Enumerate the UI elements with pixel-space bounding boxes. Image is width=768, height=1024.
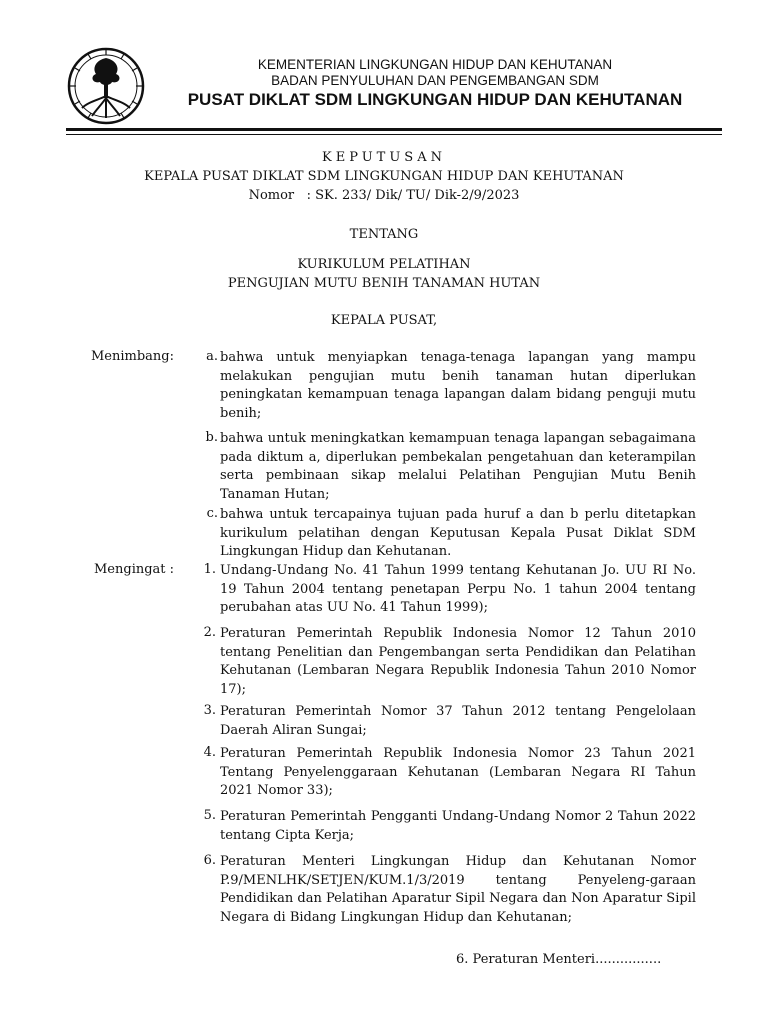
- ministry-name: KEMENTERIAN LINGKUNGAN HIDUP DAN KEHUTANAN: [257, 57, 613, 72]
- mengingat-3-text: Peraturan Pemerintah Nomor 37 Tahun 2012 tentang Pengelolaan Daerah Aliran Sungai;: [220, 704, 696, 738]
- mengingat-label: Mengingat :: [94, 562, 175, 577]
- center-name: PUSAT DIKLAT SDM LINGKUNGAN HIDUP DAN KEHUTANAN: [187, 90, 683, 109]
- agency-name: BADAN PENYULUHAN DAN PENGEMBANGAN SDM: [271, 73, 599, 88]
- mengingat-6-mark: 6.: [203, 853, 216, 868]
- menimbang-c-text: bahwa untuk tercapainya tujuan pada huruf a dan b perlu ditetapkan kurikulum pelatihan dengan Keputusan Kepala Pusat Diklat SDM Lingkungan Hidup dan Kehutanan.: [220, 507, 696, 560]
- header-rule-thick: [66, 128, 722, 131]
- subject-line-2: PENGUJIAN MUTU BENIH TANAMAN HUTAN: [227, 276, 541, 291]
- mengingat-2-text: Peraturan Pemerintah Republik Indonesia Nomor 12 Tahun 2010 tentang Penelitian dan Pengembangan serta Pendidikan dan Pelatihan Kehutanan (Lembaran Negara Republik Indonesia Tahun 2010 Nomor 17);: [220, 626, 696, 697]
- menimbang-c-mark: c.: [206, 506, 218, 521]
- menimbang-a-text: bahwa untuk menyiapkan tenaga-tenaga lapangan yang mampu melakukan pengujian mutu benih tanaman hutan diperlukan peningkatan kemampuan tenaga lapangan dalam bidang penguji mutu benih;: [220, 350, 696, 421]
- mengingat-4-text: Peraturan Pemerintah Republik Indonesia Nomor 23 Tahun 2021 Tentang Penyelenggaraan Kehutanan (Lembaran Negara RI Tahun 2021 Nomor 33);: [220, 746, 696, 799]
- tentang-heading: TENTANG: [349, 227, 419, 242]
- decree-number: [0, 188, 768, 203]
- mengingat-5-text: Peraturan Pemerintah Pengganti Undang-Undang Nomor 2 Tahun 2022 tentang Cipta Kerja;: [220, 809, 696, 843]
- nomor-label: Nomor: [248, 188, 295, 203]
- kepala-pusat: KEPALA PUSAT,: [330, 313, 438, 328]
- issuer-title: KEPALA PUSAT DIKLAT SDM LINGKUNGAN HIDUP DAN KEHUTANAN: [144, 169, 624, 184]
- mengingat-3-mark: 3.: [203, 703, 216, 718]
- continuation-note: 6. Peraturan Menteri................: [456, 952, 662, 967]
- mengingat-1-mark: 1.: [203, 562, 216, 577]
- mengingat-6-text: Peraturan Menteri Lingkungan Hidup dan Kehutanan Nomor P.9/MENLHK/SETJEN/KUM.1/3/2019 tentang Penyeleng-garaan Pendidikan dan Pelatihan Aparatur Sipil Negara dan Non Aparatur Sipil Negara di Bidang Lingkungan Hidup dan Kehutanan;: [220, 854, 696, 925]
- nomor-value: : SK. 233/ Dik/ TU/ Dik-2/9/2023: [306, 188, 520, 203]
- subject-line-1: KURIKULUM PELATIHAN: [297, 257, 471, 272]
- document-type: KEPUTUSAN: [322, 150, 446, 165]
- menimbang-b-mark: b.: [205, 430, 218, 445]
- menimbang-a-mark: a.: [206, 349, 218, 364]
- mengingat-1-text: Undang-Undang No. 41 Tahun 1999 tentang Kehutanan Jo. UU RI No. 19 Tahun 2004 tentang penetapan Perpu No. 1 tahun 2004 tentang perubahan atas UU No. 41 Tahun 1999);: [220, 563, 696, 616]
- mengingat-5-mark: 5.: [203, 808, 216, 823]
- ministry-logo: [66, 46, 146, 126]
- menimbang-label: Menimbang:: [91, 349, 175, 364]
- header-rule-thin: [66, 134, 722, 135]
- menimbang-b-text: bahwa untuk meningkatkan kemampuan tenaga lapangan sebagaimana pada diktum a, diperlukan pembekalan pengetahuan dan keterampilan serta pembinaan sikap melalui Pelatihan Pengujian Mutu Benih Tanaman Hutan;: [220, 431, 696, 502]
- mengingat-4-mark: 4.: [203, 745, 216, 760]
- mengingat-2-mark: 2.: [203, 625, 216, 640]
